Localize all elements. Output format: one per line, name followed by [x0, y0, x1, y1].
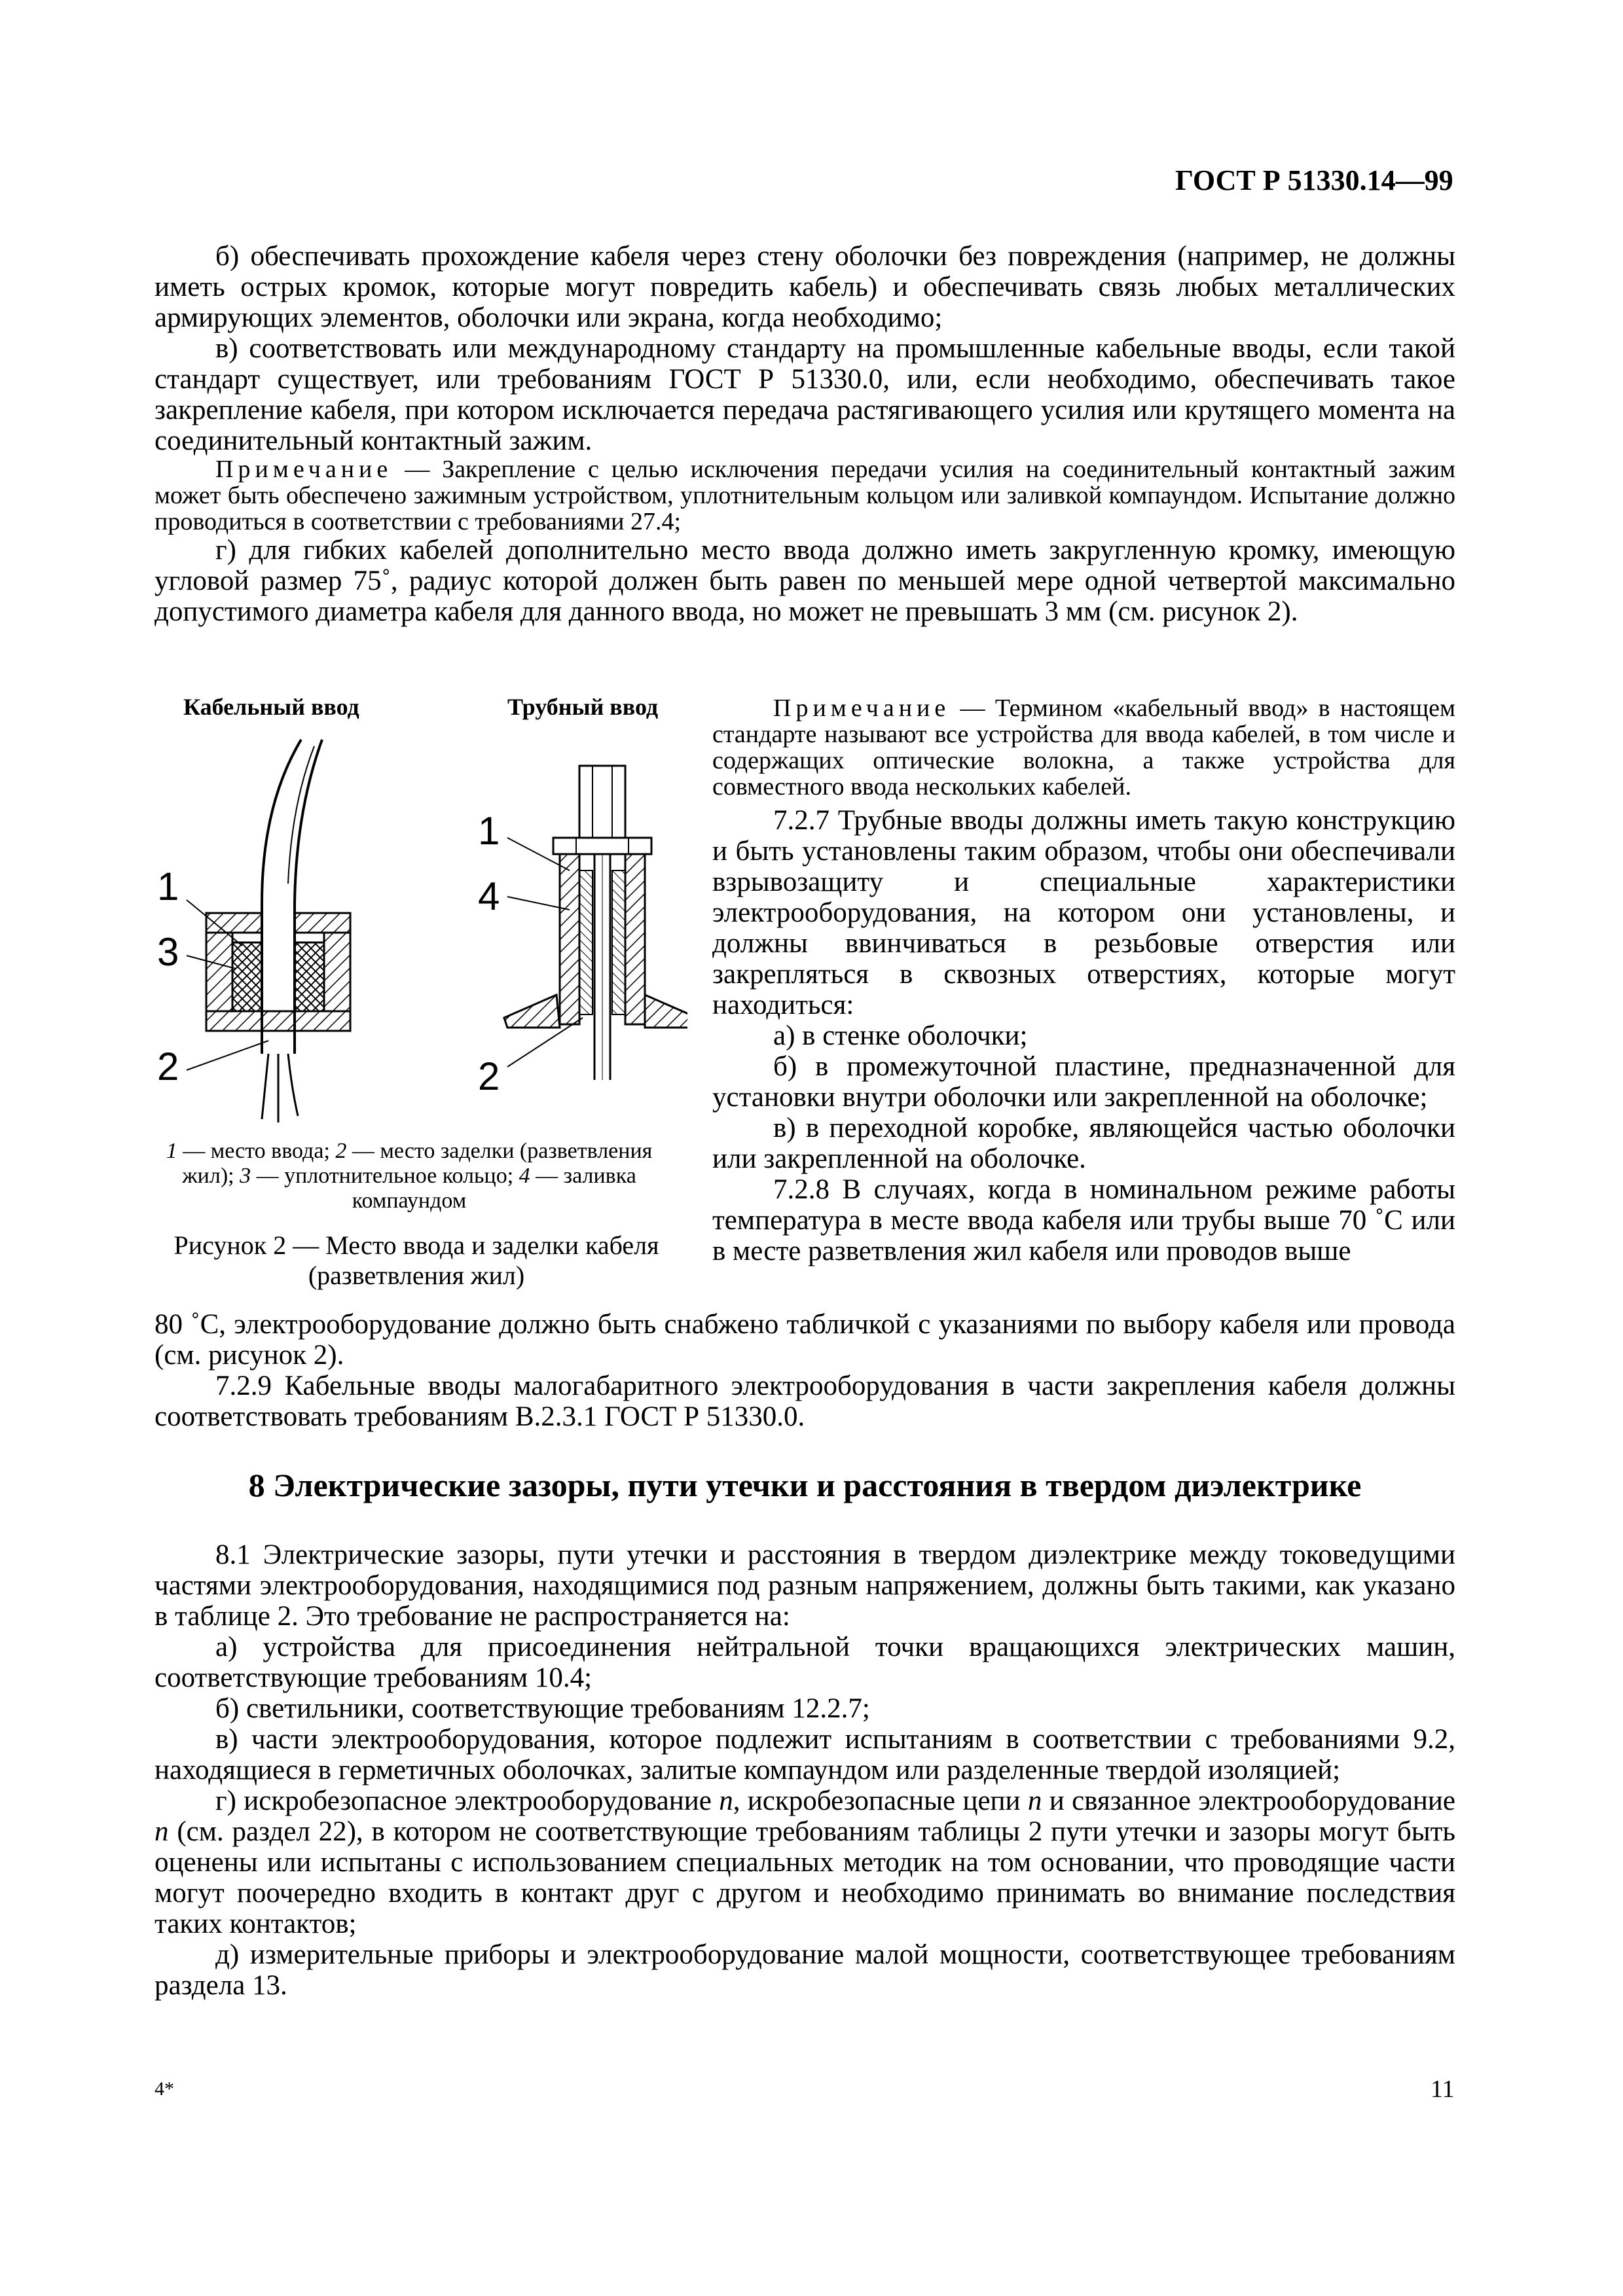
right-column — [712, 695, 1455, 1266]
note-label: Примечание — [215, 456, 393, 483]
conduit-entry-drawing — [478, 766, 687, 1098]
item-b: б) обеспечивать прохождение кабеля через стену оболочки без повреждения (например, не должны иметь острых кромок, которые могут повредить кабель) и обеспечивать связь любых металлических армирующих элементов, оболочки или экрана, когда необходимо; — [155, 241, 1455, 333]
note-text: — Закрепление с целью исключения передачи усилия на соединительный контактный зажим может быть обеспечено зажимным устройством, уплотнительным кольцом или заливкой компаундом. Испытание должно проводиться в соответствии с требованиями 27.4; — [155, 456, 1455, 535]
title-cable-entry: Кабельный ввод — [183, 694, 359, 720]
section-8-body — [155, 1539, 1455, 2001]
figure-caption: Рисунок 2 — Место ввода и заделки кабеля (разветвления жил) — [173, 1230, 659, 1290]
bottom-text-block — [155, 1309, 1455, 1432]
clause-7-2-8-cont: 80 ˚С, электрооборудование должно быть снабжено табличкой с указаниями по выбору кабеля или провода (см. рисунок 2). — [155, 1309, 1455, 1371]
callout-1b: 1 — [478, 809, 500, 853]
callout-4: 4 — [478, 874, 500, 918]
figure-drawing — [151, 687, 687, 1132]
item-d: д) измерительные приборы и электрооборудование малой мощности, соответствующее требованиям раздела 13. — [155, 1939, 1455, 2001]
clause-7-2-9: 7.2.9 Кабельные вводы малогабаритного электрооборудования в части закрепления кабеля должны соответствовать требованиям В.2.3.1 ГОСТ Р 51330.0. — [155, 1371, 1455, 1432]
document-id: ГОСТ Р 51330.14—99 — [1175, 164, 1453, 196]
callout-2b: 2 — [478, 1054, 500, 1098]
top-text-block — [155, 241, 1455, 627]
section-heading: 8 Электрические зазоры, пути утечки и расстояния в твердом диэлектрике — [248, 1467, 1362, 1503]
item-b: б) в промежуточной пластине, предназначенной для установки внутри оболочки или закрепленной на оболочке; — [712, 1051, 1455, 1113]
cable-entry-drawing — [157, 740, 350, 1122]
note-2 — [712, 695, 1455, 800]
note-text: — Термином «кабельный ввод» в настоящем стандарте называют все устройства для ввода кабелей, в том числе и содержащих оптические волокна, а также устройства для совместного ввода нескольких кабелей. — [712, 694, 1455, 800]
item-g: г) для гибких кабелей дополнительно место ввода должно иметь закругленную кромку, имеющую угловой размер 75˚, радиус которой должен быть равен по меньшей мере одной четвертой максимально допустимого диаметра кабеля для данного ввода, но может не превышать 3 мм (см. рисунок 2). — [155, 535, 1455, 627]
item-v: в) соответствовать или международному стандарту на промышленные кабельные вводы, если такой стандарт существует, или требованиям ГОСТ Р 51330.0, или, если необходимо, обеспечивать такое закрепление кабеля, при котором исключается передача растягивающего усилия или крутящего момента на соединительный контактный зажим. — [155, 333, 1455, 456]
item-v: в) в переходной коробке, являющейся частью оболочки или закрепленной на оболочке. — [712, 1113, 1455, 1174]
item-a: а) в стенке оболочки; — [773, 1020, 1028, 1051]
note-label: Примечание — [773, 694, 951, 722]
title-conduit-entry: Трубный ввод — [507, 694, 659, 720]
callout-1: 1 — [157, 865, 179, 908]
note-1 — [155, 456, 1455, 535]
item-b: б) светильники, соответствующие требованиям 12.2.7; — [215, 1693, 870, 1724]
item-a: а) устройства для присоединения нейтральной точки вращающихся электрических машин, соответствующие требованиям 10.4; — [155, 1632, 1455, 1693]
page-number: 11 — [1431, 2075, 1455, 2103]
item-v: в) части электрооборудования, которое подлежит испытаниям в соответствии с требованиями 9.2, находящиеся в герметичных оболочках, залитые компаундом или разделенные твердой изоляцией; — [155, 1724, 1455, 1785]
item-g: г) искробезопасное электрооборудование n, искробезопасные цепи n и связанное электрооборудование n (см. раздел 22), в котором не соответствующие требованиям таблицы 2 пути утечки и зазоры могут быть оценены или испытаны с использованием специальных методик на том основании, что проводящие части могут поочередно входить в контакт друг с другом и необходимо принимать во внимание последствия таких контактов; — [155, 1785, 1456, 1939]
callout-2: 2 — [157, 1045, 179, 1088]
clause-7-2-8: 7.2.8 В случаях, когда в номинальном режиме работы температура в месте ввода кабеля или трубы выше 70 ˚С или в месте разветвления жил кабеля или проводов выше — [712, 1174, 1455, 1266]
callout-3: 3 — [157, 930, 179, 974]
clause-7-2-7: 7.2.7 Трубные вводы должны иметь такую конструкцию и быть установлены таким образом, чтобы они обеспечивали взрывозащиту и специальные характеристики электрооборудования, на котором они установлены, и должны ввинчиваться в резьбовые отверстия или закрепляться в сквозных отверстиях, которые могут находиться: — [712, 805, 1455, 1020]
footer-mark: 4* — [155, 2078, 174, 2100]
figure-2 — [151, 687, 687, 1136]
figure-legend: 1 — место ввода; 2 — место заделки (разветвления жил); 3 — уплотнительное кольцо; 4 — заливка компаундом — [166, 1139, 653, 1213]
clause-8-1: 8.1 Электрические зазоры, пути утечки и расстояния в твердом диэлектрике между токоведущими частями электрооборудования, находящимися под разным напряжением, должны быть такими, как указано в таблице 2. Это требование не распространяется на: — [155, 1539, 1455, 1632]
